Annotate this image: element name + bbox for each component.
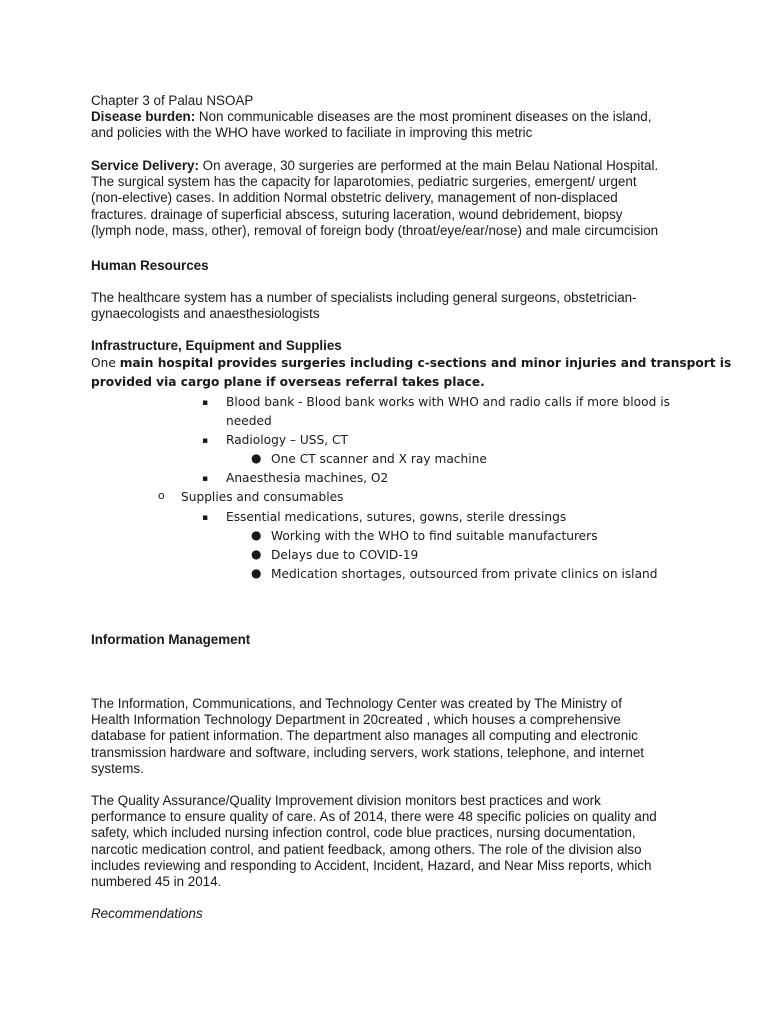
information-management-paragraph-2: The Quality Assurance/Quality Improvement division monitors best practices and work performance to ensure quality of care. As of 2014, there were 48 specific policies on quality and safety, which included nursing infection control, code blue practices, nursing documentation, narcotic medication control, and patient feedback, among others. The role of the division also includes reviewing and responding to Accident, Incident, Hazard, and Near Miss reports, which numbered 45 in 2014. bbox=[91, 793, 657, 890]
square-bullet-icon: ▪ bbox=[202, 474, 209, 484]
service-delivery-label: Service Delivery: bbox=[91, 158, 199, 173]
disease-burden-text-2: and policies with the WHO have worked to faciliate in improving this metric bbox=[91, 125, 533, 141]
list-item-radiology: Radiology – USS, CT bbox=[226, 433, 348, 447]
round-bullet-icon: ● bbox=[251, 547, 262, 561]
list-item-blood-bank: Blood bank - Blood bank works with WHO and radio calls if more blood is bbox=[226, 395, 670, 409]
service-delivery-line: (lymph node, mass, other), removal of foreign body (throat/eye/ear/nose) and male circumcision bbox=[91, 222, 659, 238]
infrastructure-heading: Infrastructure, Equipment and Supplies bbox=[91, 338, 342, 353]
infrastructure-intro-line2: provided via cargo plane if overseas referral takes place. bbox=[91, 375, 485, 389]
square-bullet-icon: ▪ bbox=[202, 398, 209, 408]
circle-bullet-icon: o bbox=[158, 489, 165, 502]
infrastructure-intro-prefix: One bbox=[91, 356, 120, 370]
disease-burden-label: Disease burden: bbox=[91, 109, 196, 125]
service-delivery-section bbox=[91, 158, 691, 239]
disease-burden-text: Non communicable diseases are the most prominent diseases on the island, bbox=[195, 109, 652, 125]
chapter-title: Chapter 3 of Palau NSOAP bbox=[91, 93, 254, 108]
square-bullet-icon: ▪ bbox=[202, 436, 209, 446]
human-resources-heading: Human Resources bbox=[91, 258, 209, 273]
disease-burden-section bbox=[91, 93, 691, 142]
square-bullet-icon: ▪ bbox=[202, 513, 209, 523]
list-item-essential-sub: Delays due to COVID-19 bbox=[271, 548, 419, 562]
list-item-anaesthesia: Anaesthesia machines, O2 bbox=[226, 471, 389, 485]
recommendations-heading: Recommendations bbox=[91, 906, 203, 921]
service-delivery-line: (non-elective) cases. In addition Normal obstetric delivery, management of non-displaced bbox=[91, 190, 618, 206]
list-item-essential-sub: Medication shortages, outsourced from private clinics on island bbox=[271, 567, 658, 581]
list-item-essential: Essential medications, sutures, gowns, sterile dressings bbox=[226, 510, 567, 524]
round-bullet-icon: ● bbox=[251, 528, 262, 542]
service-delivery-line: fractures. drainage of superficial abscess, suturing laceration, wound debridement, biopsy bbox=[91, 206, 623, 222]
service-delivery-text: On average, 30 surgeries are performed at the main Belau National Hospital. bbox=[198, 158, 659, 173]
information-management-paragraph-1: The Information, Communications, and Technology Center was created by The Ministry of Health Information Technology Department in 20created , which houses a comprehensive database for patient information. The department also manages all computing and electronic transmission hardware and software, including servers, work stations, telephone, and internet systems. bbox=[91, 696, 645, 776]
service-delivery-line: The surgical system has the capacity for laparotomies, pediatric surgeries, emergent/ urgent bbox=[91, 174, 637, 190]
round-bullet-icon: ● bbox=[251, 566, 262, 580]
human-resources-text: The healthcare system has a number of specialists including general surgeons, obstetrician- gynaecologists and anaesthesiologists bbox=[91, 290, 637, 322]
infrastructure-intro bbox=[91, 354, 732, 392]
list-item-radiology-sub: One CT scanner and X ray machine bbox=[271, 452, 487, 466]
infrastructure-intro-bold: main hospital provides surgeries including c-sections and minor injuries and transport is bbox=[119, 356, 732, 370]
round-bullet-icon: ● bbox=[251, 451, 262, 465]
list-item-essential-sub: Working with the WHO to find suitable manufacturers bbox=[271, 529, 598, 543]
list-item-blood-bank-cont: needed bbox=[226, 414, 272, 428]
list-item-supplies: Supplies and consumables bbox=[181, 490, 344, 504]
information-management-heading: Information Management bbox=[91, 632, 251, 647]
